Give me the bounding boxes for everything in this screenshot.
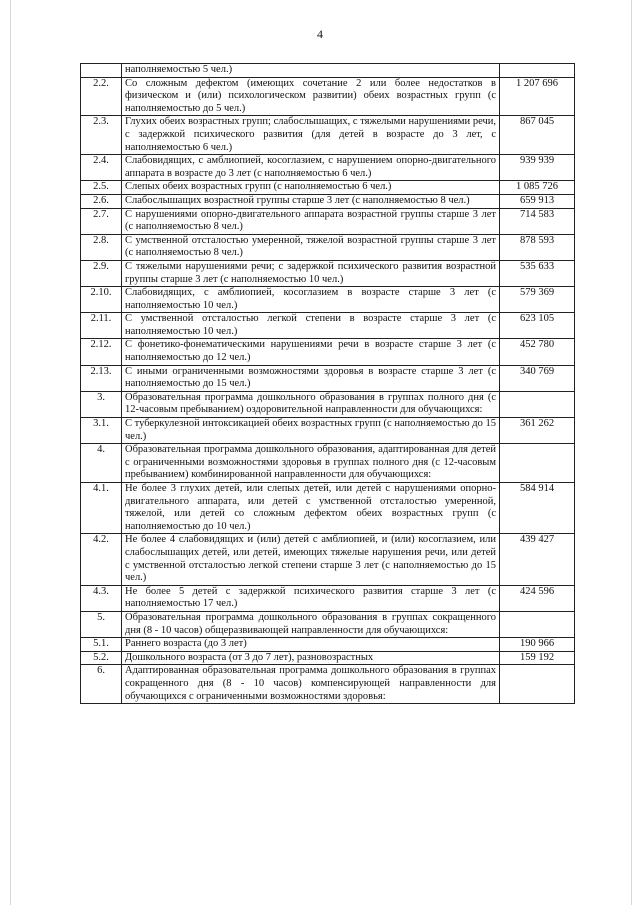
row-description: Адаптированная образовательная программа дошкольного образования в группах сокращенного дня (8 - 10 часов) компенсирующей направленности для обучающихся с ограниченными возможностями здоровья: [122, 665, 500, 704]
row-value: 878 593 [500, 234, 575, 260]
row-value: 159 192 [500, 651, 575, 665]
tariff-table [80, 63, 575, 704]
row-description: С иными ограниченными возможностями здоровья в возрасте старше 3 лет (с наполняемостью до 15 чел.) [122, 365, 500, 391]
row-value: 867 045 [500, 116, 575, 155]
row-description: С нарушениями опорно-двигательного аппарата возрастной группы старше 3 лет (с наполняемостью 8 чел.) [122, 208, 500, 234]
table-row [81, 444, 575, 483]
table-row [81, 260, 575, 286]
row-value: 190 966 [500, 638, 575, 652]
row-description: Не более 3 глухих детей, или слепых детей, или детей с нарушениями опорно-двигательного аппарата, или детей с умственной отсталостью умеренной, тяжелой, или детей со сложным дефектом обеих возрастных групп (с наполняемостью до 10 чел.) [122, 483, 500, 534]
row-value [500, 611, 575, 637]
table-row [81, 418, 575, 444]
table-row [81, 585, 575, 611]
table-row [81, 234, 575, 260]
row-value: 1 085 726 [500, 181, 575, 195]
row-number: 2.11. [81, 313, 122, 339]
row-number [81, 64, 122, 78]
row-number: 5.2. [81, 651, 122, 665]
table-row [81, 64, 575, 78]
row-number: 2.6. [81, 194, 122, 208]
row-description: Раннего возраста (до 3 лет) [122, 638, 500, 652]
row-description: Образовательная программа дошкольного образования в группах полного дня (с 12-часовым пребыванием) оздоровительной направленности для обучающихся: [122, 391, 500, 417]
table-row [81, 194, 575, 208]
row-description: Со сложным дефектом (имеющих сочетание 2 или более недостатков в физическом и (или) психологическом развитии) обеих возрастных групп (с наполняемостью до 5 чел.) [122, 77, 500, 116]
row-value: 439 427 [500, 534, 575, 585]
row-description: С фонетико-фонематическими нарушениями речи в возрасте старше 3 лет (с наполняемостью до 12 чел.) [122, 339, 500, 365]
row-description: Глухих обеих возрастных групп; слабослышащих, с тяжелыми нарушениями речи, с задержкой психического развития (для детей в возрасте до 3 лет, с наполняемостью 6 чел.) [122, 116, 500, 155]
table-row [81, 208, 575, 234]
row-description: Слабослышащих возрастной группы старше 3 лет (с наполняемостью 8 чел.) [122, 194, 500, 208]
row-number: 2.3. [81, 116, 122, 155]
table-row [81, 665, 575, 704]
table-row [81, 651, 575, 665]
row-description: Не более 4 слабовидящих и (или) детей с амблиопией, и (или) косоглазием, или слабослышащих детей, или детей, имеющих тяжелые нарушения речи, или детей с умственной отсталостью легкой степени старше 3 лет (с наполняемостью до 15 чел.) [122, 534, 500, 585]
table-row [81, 287, 575, 313]
row-value: 340 769 [500, 365, 575, 391]
table-row [81, 155, 575, 181]
row-description: Слепых обеих возрастных групп (с наполняемостью 6 чел.) [122, 181, 500, 195]
row-value: 584 914 [500, 483, 575, 534]
row-number: 4.1. [81, 483, 122, 534]
row-value [500, 665, 575, 704]
row-description: С туберкулезной интоксикацией обеих возрастных групп (с наполняемостью до 15 чел.) [122, 418, 500, 444]
row-description: Дошкольного возраста (от 3 до 7 лет), разновозрастных [122, 651, 500, 665]
row-number: 2.13. [81, 365, 122, 391]
row-description: С тяжелыми нарушениями речи; с задержкой психического развития возрастной группы старше 3 лет (с наполняемостью 10 чел.) [122, 260, 500, 286]
row-number: 4.2. [81, 534, 122, 585]
row-description: Образовательная программа дошкольного образования в группах сокращенного дня (8 - 10 часов) общеразвивающей направленности для обучающихся: [122, 611, 500, 637]
row-description: Слабовидящих, с амблиопией, косоглазием в возрасте старше 3 лет (с наполняемостью 10 чел.) [122, 287, 500, 313]
row-value: 623 105 [500, 313, 575, 339]
row-value: 452 780 [500, 339, 575, 365]
row-number: 4. [81, 444, 122, 483]
row-number: 2.5. [81, 181, 122, 195]
table-row [81, 339, 575, 365]
row-number: 5. [81, 611, 122, 637]
table-row [81, 391, 575, 417]
row-number: 4.3. [81, 585, 122, 611]
row-value [500, 444, 575, 483]
row-value: 939 939 [500, 155, 575, 181]
row-value: 535 633 [500, 260, 575, 286]
row-value: 361 262 [500, 418, 575, 444]
row-number: 2.12. [81, 339, 122, 365]
row-number: 2.2. [81, 77, 122, 116]
row-number: 2.4. [81, 155, 122, 181]
row-value: 579 369 [500, 287, 575, 313]
table-row [81, 534, 575, 585]
row-description: Образовательная программа дошкольного образования, адаптированная для детей с ограниченными возможностями здоровья в группах полного дня (с 12-часовым пребыванием) комбинированной направленности для обучающихся: [122, 444, 500, 483]
table-row [81, 77, 575, 116]
table-row [81, 483, 575, 534]
row-description: Слабовидящих, с амблиопией, косоглазием, с нарушением опорно-двигательного аппарата в возрасте до 3 лет (с наполняемостью 6 чел.) [122, 155, 500, 181]
page-number: 4 [317, 27, 323, 41]
table-row [81, 181, 575, 195]
row-value: 1 207 696 [500, 77, 575, 116]
row-number: 2.10. [81, 287, 122, 313]
row-value: 424 596 [500, 585, 575, 611]
scan-edge-left [10, 0, 11, 905]
row-description: С умственной отсталостью умеренной, тяжелой возрастной группы старше 3 лет (с наполняемостью 8 чел.) [122, 234, 500, 260]
table-row [81, 638, 575, 652]
scan-edge-right [631, 0, 632, 905]
row-number: 5.1. [81, 638, 122, 652]
table-row [81, 116, 575, 155]
row-value: 659 913 [500, 194, 575, 208]
row-description: Не более 5 детей с задержкой психического развития старше 3 лет (с наполняемостью 17 чел.) [122, 585, 500, 611]
row-number: 2.7. [81, 208, 122, 234]
row-number: 3.1. [81, 418, 122, 444]
row-number: 2.9. [81, 260, 122, 286]
row-value: 714 583 [500, 208, 575, 234]
table-row [81, 313, 575, 339]
row-number: 6. [81, 665, 122, 704]
row-description: наполняемостью 5 чел.) [122, 64, 500, 78]
table-row [81, 611, 575, 637]
row-number: 3. [81, 391, 122, 417]
table-row [81, 365, 575, 391]
row-number: 2.8. [81, 234, 122, 260]
row-value [500, 64, 575, 78]
row-value [500, 391, 575, 417]
row-description: С умственной отсталостью легкой степени в возрасте старше 3 лет (с наполняемостью 10 чел.) [122, 313, 500, 339]
